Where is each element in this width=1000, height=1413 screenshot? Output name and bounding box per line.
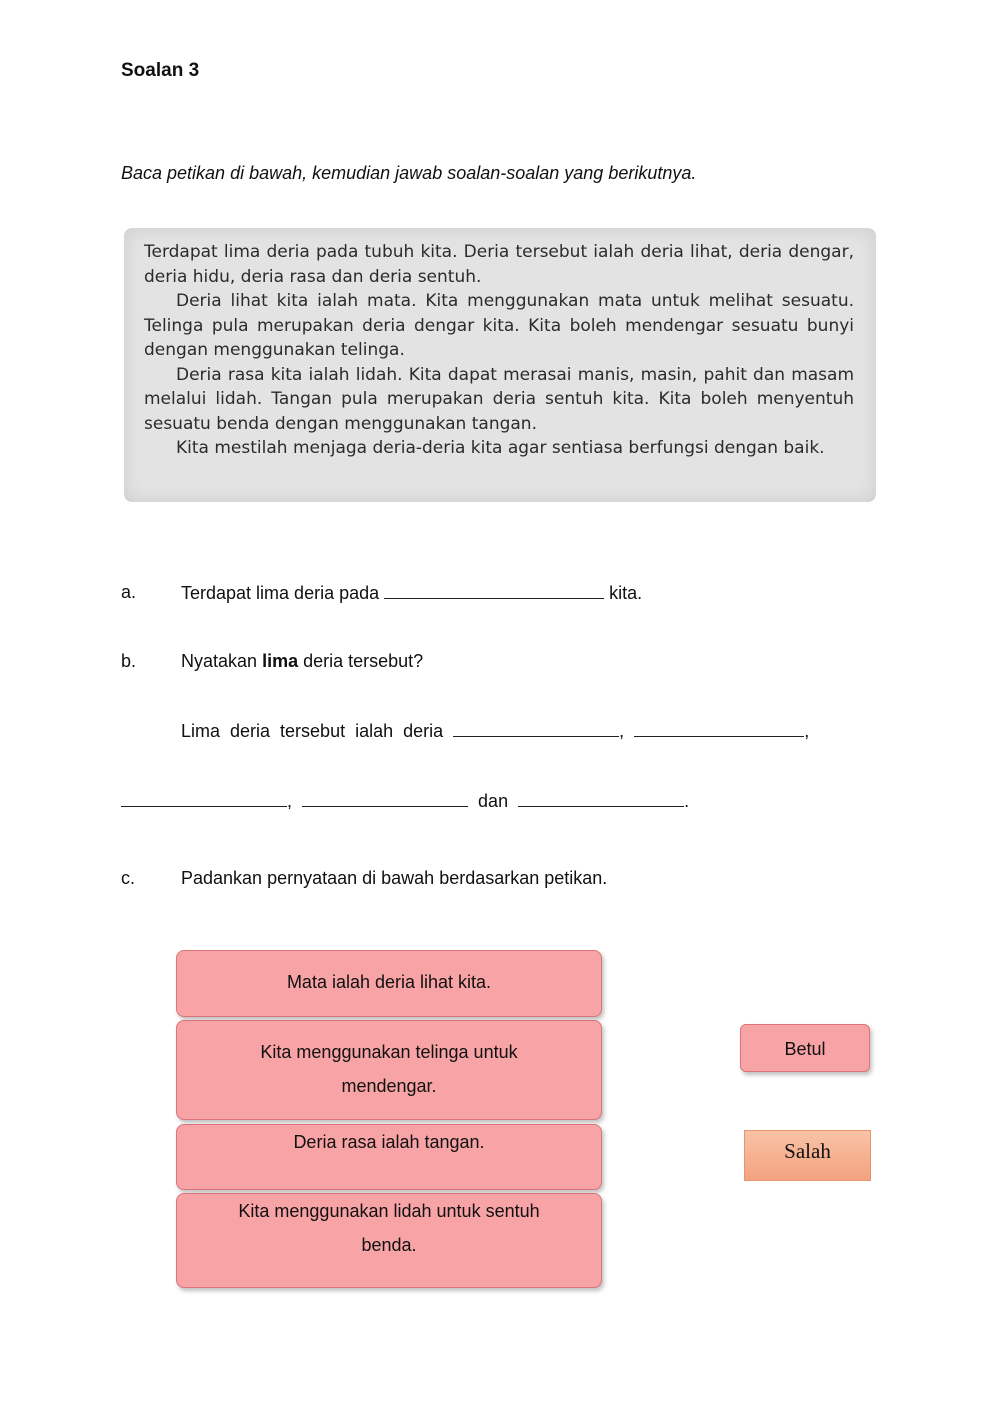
statement-text: Mata ialah deria lihat kita. xyxy=(286,972,492,992)
passage-paragraph-4: Kita mestilah menjaga deria-deria kita agar sentiasa berfungsi dengan baik. xyxy=(176,438,825,458)
blank-b1-input[interactable] xyxy=(453,720,619,737)
betul-target[interactable]: Betul xyxy=(740,1024,870,1072)
statement-text: Deria rasa ialah tangan. xyxy=(293,1132,485,1152)
question-c-text: Padankan pernyataan di bawah berdasarkan petikan. xyxy=(181,868,608,888)
statement-text: Kita menggunakan lidah untuk sentuh benda. xyxy=(238,1201,540,1255)
question-b-prompt-after: deria tersebut? xyxy=(303,651,424,671)
question-a-number: a. xyxy=(121,582,137,602)
blank-b3-input[interactable] xyxy=(121,790,287,807)
blank-b5-input[interactable] xyxy=(518,790,684,807)
statement-card[interactable] xyxy=(176,1193,602,1288)
answer-lead-text: Lima deria tersebut ialah deria xyxy=(181,721,444,741)
blank-b4-input[interactable] xyxy=(302,790,468,807)
statement-card[interactable] xyxy=(176,950,602,1017)
question-b-prompt xyxy=(181,651,423,672)
passage-paragraph-3: Deria rasa kita ialah lidah. Kita dapat merasai manis, masin, pahit dan masam melalui lidah. Tangan pula merupakan deria sentuh kita. Kita boleh menyentuh sesuatu benda dengan menggunakan tangan. xyxy=(144,364,854,434)
instruction-text: Baca petikan di bawah, kemudian jawab soalan-soalan yang berikutnya. xyxy=(121,163,697,183)
dan-text: dan xyxy=(478,791,509,811)
answer-line-2 xyxy=(121,790,689,812)
question-a xyxy=(181,582,642,604)
statement-card[interactable] xyxy=(176,1124,602,1190)
salah-target[interactable]: Salah xyxy=(744,1130,871,1181)
question-b-prompt-bold: lima xyxy=(262,651,299,671)
question-c-number: c. xyxy=(121,868,136,888)
comma-3: , xyxy=(287,791,293,811)
comma-1: , xyxy=(619,721,625,741)
blank-b2-input[interactable] xyxy=(634,720,804,737)
question-b-number: b. xyxy=(121,651,137,671)
answer-line-1 xyxy=(181,720,809,742)
reading-passage xyxy=(124,228,876,502)
passage-paragraph-1: Terdapat lima deria pada tubuh kita. Deria tersebut ialah deria lihat, deria dengar, deria hidu, deria rasa dan deria sentuh. xyxy=(144,242,854,287)
comma-2: , xyxy=(804,721,810,741)
passage-paragraph-2: Deria lihat kita ialah mata. Kita menggunakan mata untuk melihat sesuatu. Telinga pula merupakan deria dengar kita. Kita boleh mendengar sesuatu bunyi dengan menggunakan telinga. xyxy=(144,291,854,360)
page-title: Soalan 3 xyxy=(121,60,200,81)
period-text: . xyxy=(684,791,690,811)
question-a-text-after: kita. xyxy=(609,583,643,603)
question-b-prompt-before: Nyatakan xyxy=(181,651,258,671)
statement-card[interactable] xyxy=(176,1020,602,1120)
blank-a-input[interactable] xyxy=(384,582,604,599)
question-a-text-before: Terdapat lima deria pada xyxy=(181,583,380,603)
statement-text: Kita menggunakan telinga untuk mendengar. xyxy=(260,1042,518,1096)
